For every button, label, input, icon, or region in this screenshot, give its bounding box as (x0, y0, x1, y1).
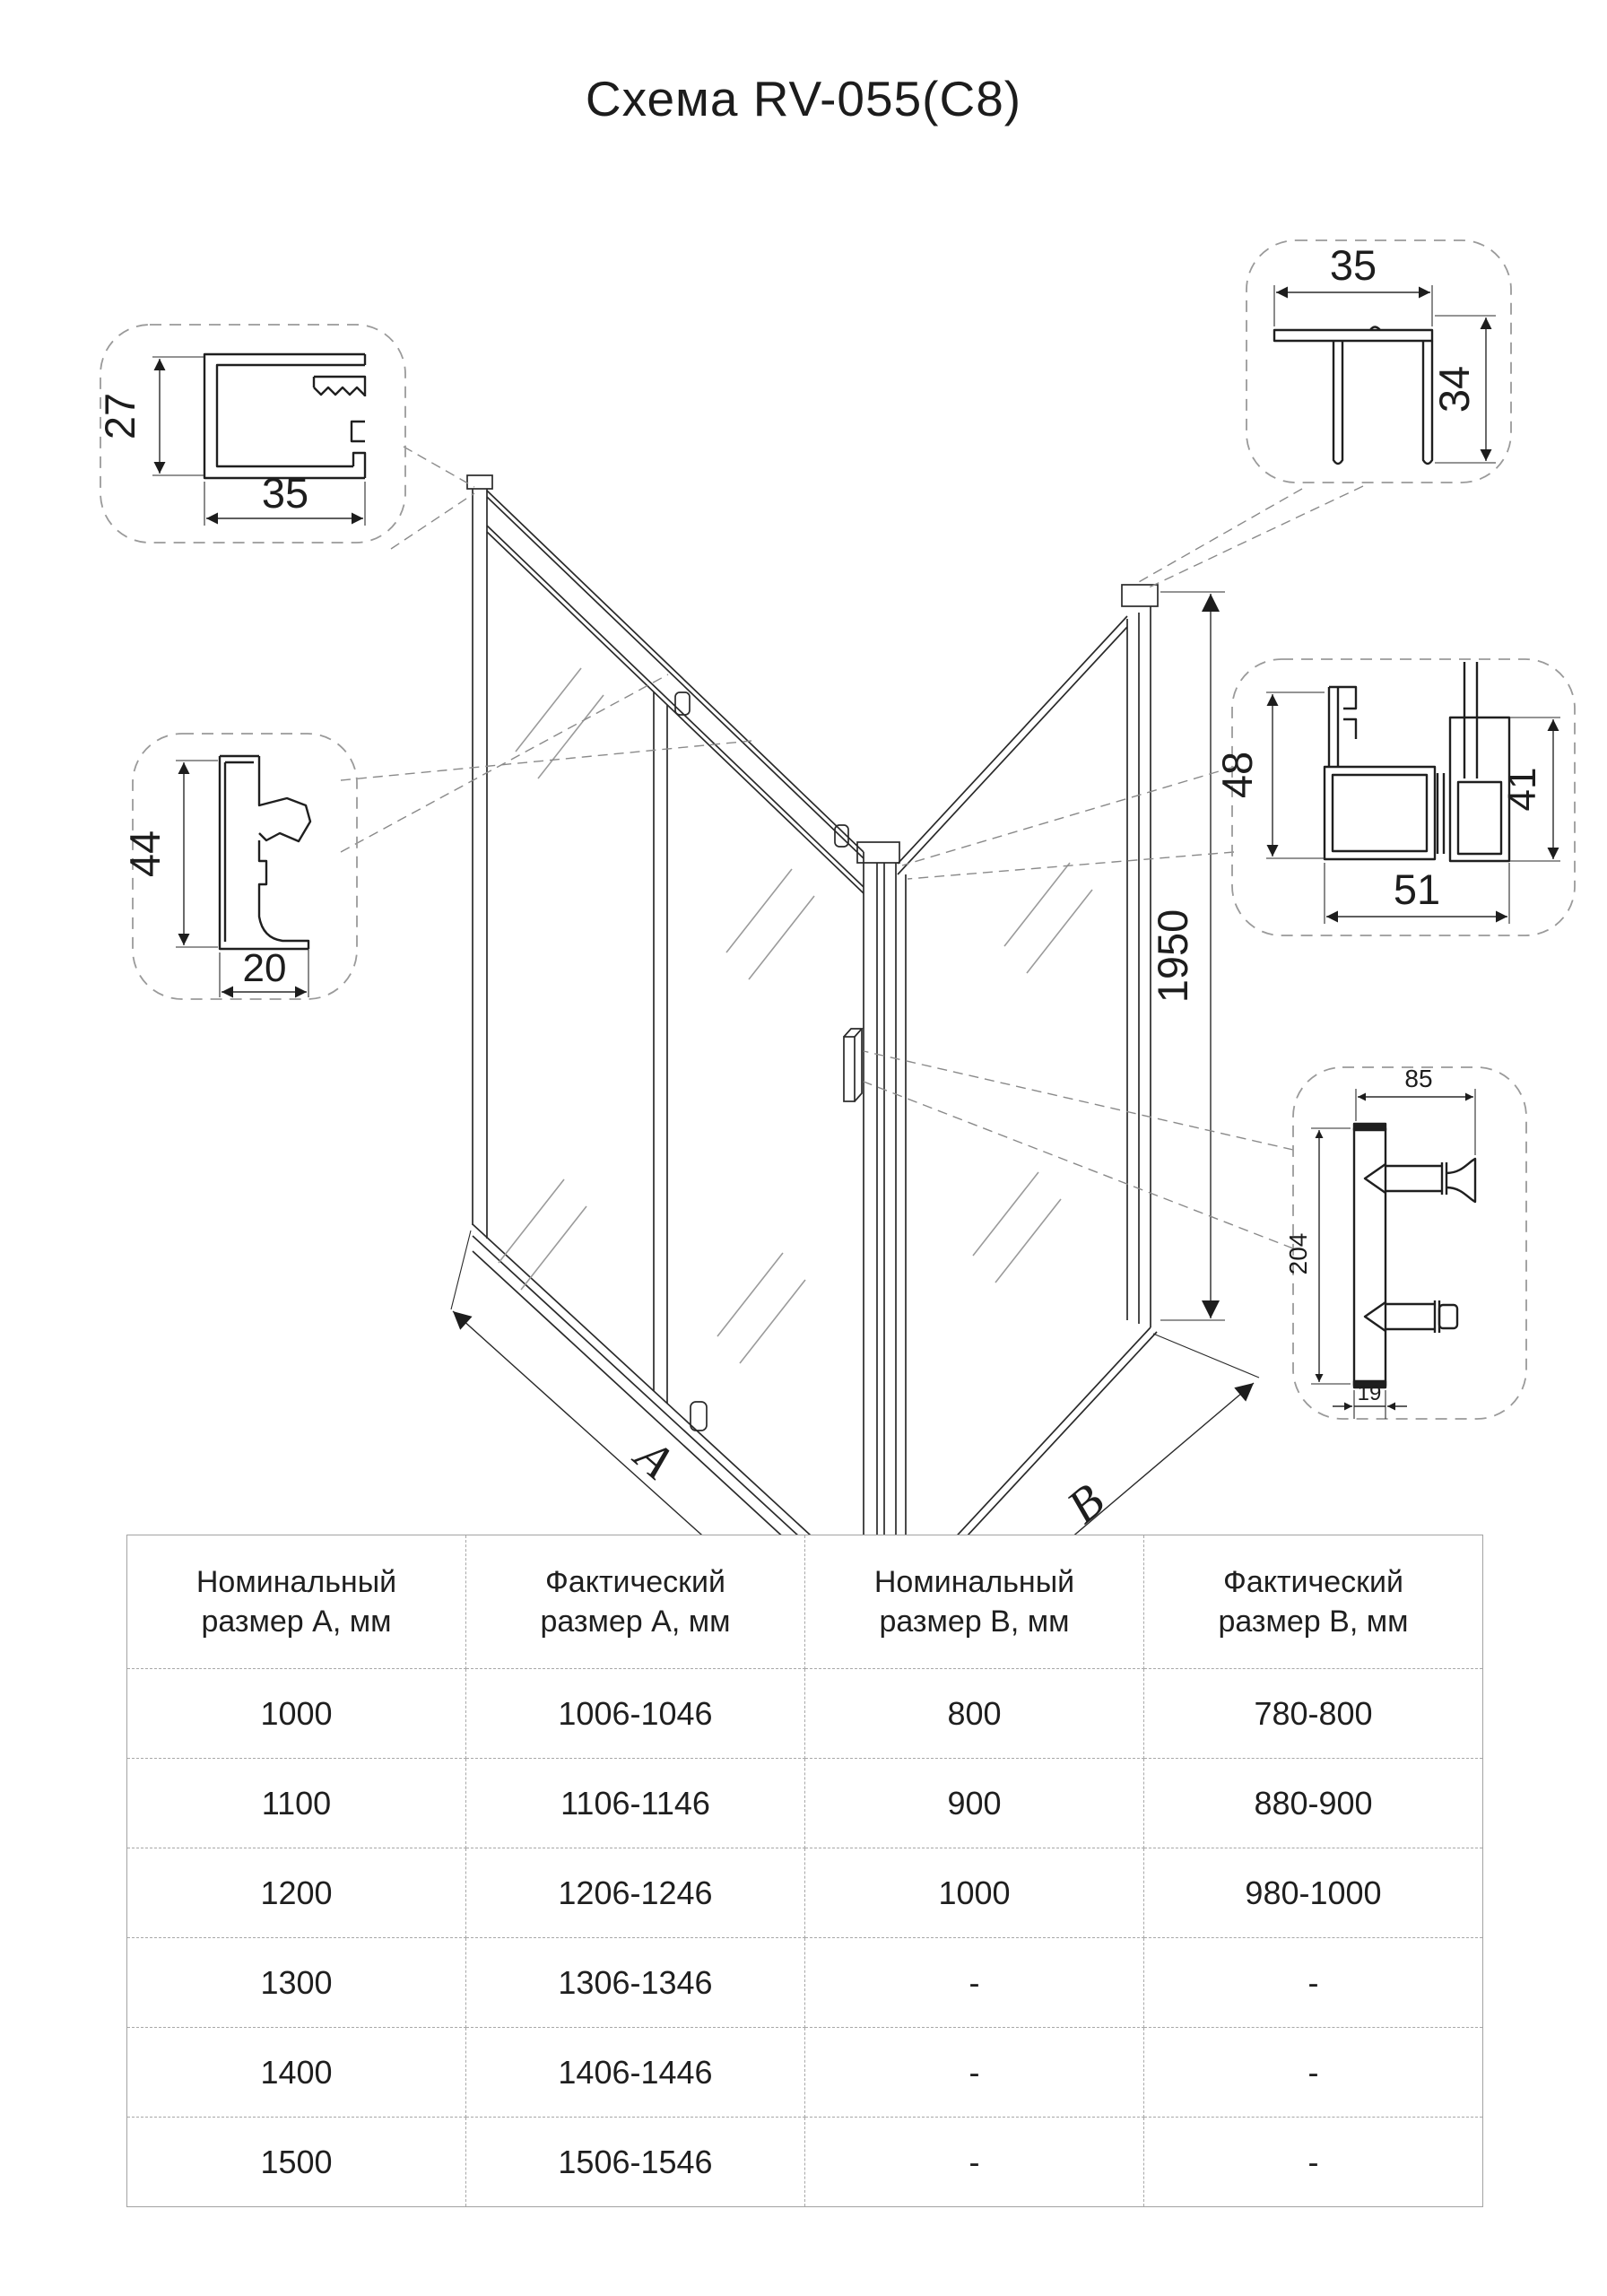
dim-48: 48 (1213, 751, 1261, 799)
table-cell: 1300 (127, 1938, 466, 2028)
table-cell: 1500 (127, 2118, 466, 2207)
dim-41: 41 (1500, 767, 1544, 812)
dimension-height-1950 (1149, 592, 1225, 1320)
size-table (126, 1535, 1483, 2207)
door-handle (844, 1029, 862, 1101)
table-cell: 1200 (127, 1848, 466, 1938)
table-cell: 1400 (127, 2028, 466, 2118)
door-hanger-bracket (675, 692, 690, 715)
table-row (127, 1938, 1483, 2028)
table-cell: 1306-1346 (466, 1938, 805, 2028)
corner-profile-callout (1213, 659, 1575, 935)
table-cell: - (1144, 2028, 1483, 2118)
side-wall-profile-callout (1247, 240, 1511, 483)
table-cell: 1006-1046 (466, 1669, 805, 1759)
table-header-cell: Номинальный размер В, мм (805, 1535, 1144, 1669)
table-cell: 1106-1146 (466, 1759, 805, 1848)
diagram-title: Схема RV-055(C8) (585, 71, 1022, 126)
table-cell: 880-900 (1144, 1759, 1483, 1848)
table-cell: - (805, 2028, 1144, 2118)
side-wall-profile-section (1274, 327, 1432, 465)
dim-85: 85 (1404, 1065, 1433, 1092)
table-cell: - (1144, 2118, 1483, 2207)
dim-20: 20 (242, 946, 287, 990)
wall-profile-section (204, 354, 365, 478)
dim-27: 27 (96, 392, 143, 440)
table-cell: 900 (805, 1759, 1144, 1848)
table-cell: 1100 (127, 1759, 466, 1848)
dim-204: 204 (1284, 1232, 1312, 1275)
table-cell: - (805, 2118, 1144, 2207)
table-row (127, 2028, 1483, 2118)
dim-44: 44 (121, 830, 169, 878)
dim-35-top: 35 (1329, 241, 1377, 289)
side-post-cap (1122, 585, 1158, 606)
table-cell: 1000 (127, 1669, 466, 1759)
table-row (127, 2118, 1483, 2207)
table-cell: 1406-1446 (466, 2028, 805, 2118)
depth-dimension-label: B (1056, 1473, 1115, 1534)
table-cell: 1506-1546 (466, 2118, 805, 2207)
table-row (127, 1759, 1483, 1848)
corner-profile-section (1325, 662, 1509, 861)
shower-enclosure-drawing (467, 475, 1158, 1535)
rail-profile-section (220, 756, 310, 949)
dim-34: 34 (1430, 365, 1478, 413)
table-header-cell: Фактический размер А, мм (466, 1535, 805, 1669)
table-cell: 980-1000 (1144, 1848, 1483, 1938)
table-cell: 1206-1246 (466, 1848, 805, 1938)
glass-reflections (499, 668, 1092, 1363)
table-header-cell: Фактический размер В, мм (1144, 1535, 1483, 1669)
table-cell: 780-800 (1144, 1669, 1483, 1759)
table-row (127, 1669, 1483, 1759)
dim-35-width: 35 (261, 469, 309, 517)
dim-51: 51 (1393, 865, 1441, 913)
rail-profile-callout (121, 734, 357, 999)
handle-callout (1284, 1065, 1526, 1419)
handle-section (1354, 1124, 1475, 1387)
table-cell: 800 (805, 1669, 1144, 1759)
dimension-depth-B (894, 1334, 1259, 1535)
left-post-cap (467, 475, 492, 489)
width-dimension-label: A (625, 1428, 683, 1489)
table-cell: - (1144, 1938, 1483, 2028)
height-dimension-label: 1950 (1149, 909, 1196, 1004)
table-cell: 1000 (805, 1848, 1144, 1938)
wall-profile-callout (96, 325, 405, 543)
table-header-row (127, 1535, 1483, 1669)
table-header-cell: Номинальный размер А, мм (127, 1535, 466, 1669)
dim-19: 19 (1357, 1381, 1382, 1405)
table-row (127, 1848, 1483, 1938)
table-cell: - (805, 1938, 1144, 2028)
